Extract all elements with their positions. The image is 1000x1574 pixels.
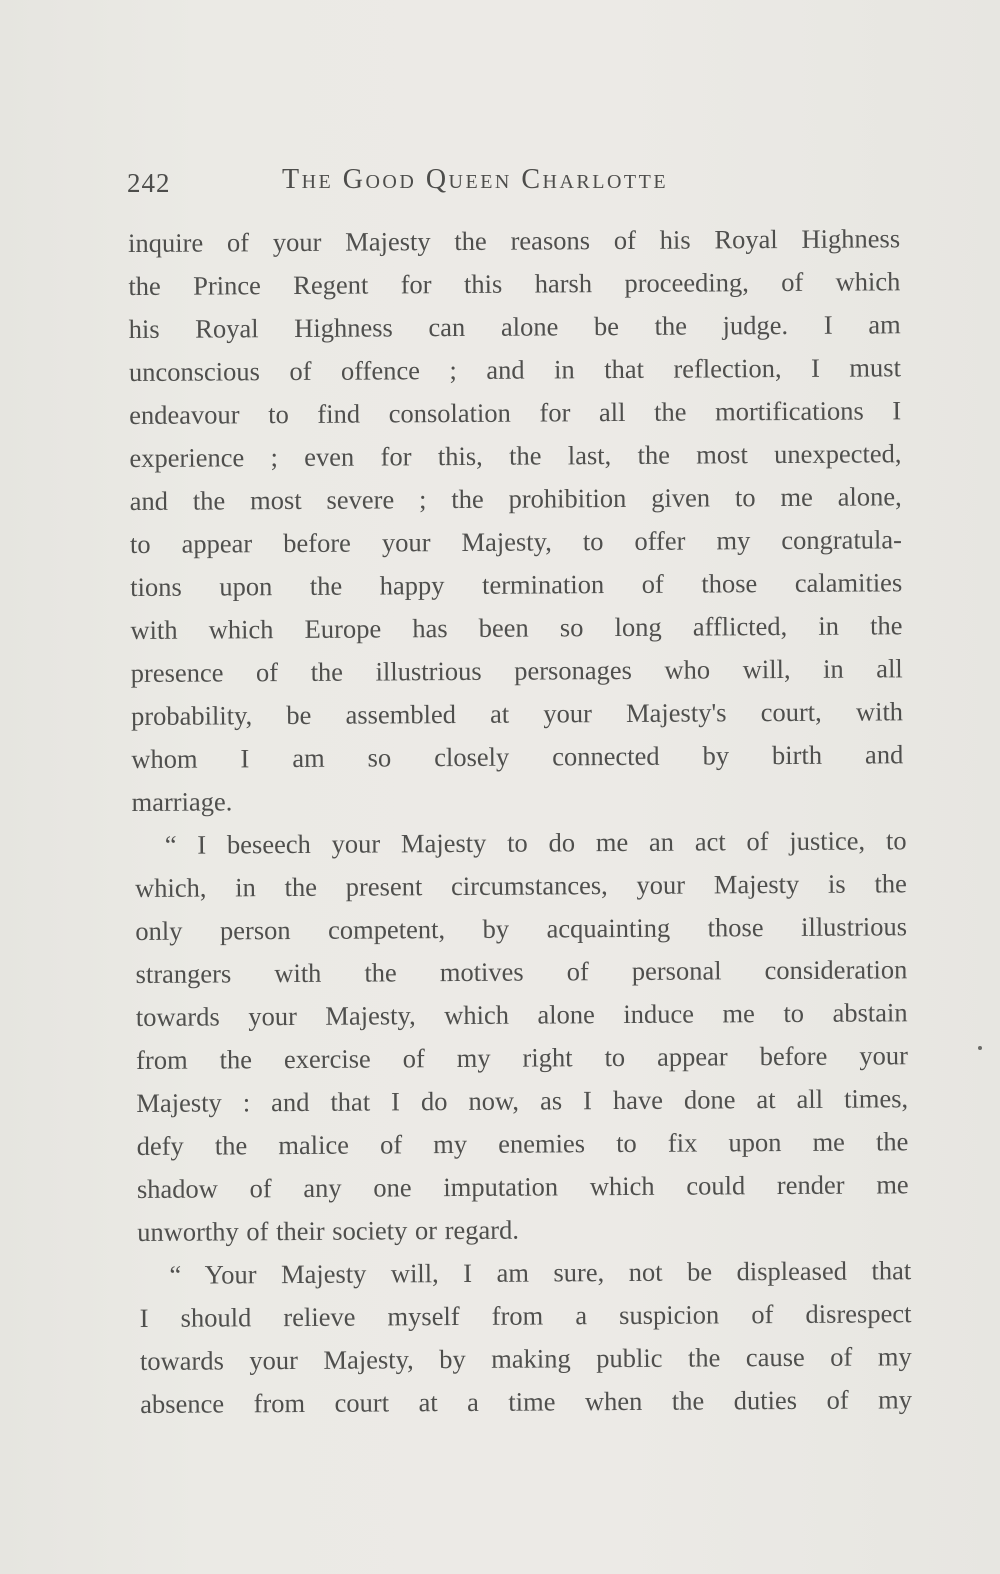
text-line: towards your Majesty, which alone induce me to abstain: [135, 997, 908, 1032]
text-line: “ I beseech your Majesty to do me an act of justice, to: [164, 825, 907, 860]
text-line: the Prince Regent for this harsh proceeding, of which: [128, 266, 901, 301]
text-line: probability, be assembled at your Majesty's court, with: [130, 696, 904, 731]
paragraph-1: [128, 217, 904, 824]
page-header: [127, 164, 767, 208]
text-line: towards your Majesty, by making public the cause of my: [139, 1341, 912, 1376]
paragraph-3: [134, 1249, 913, 1426]
text-line: and the most severe ; the prohibition given to me alone,: [129, 481, 902, 516]
text-line: from the exercise of my right to appear before your: [136, 1040, 908, 1075]
text-line: which, in the present circumstances, your Majesty is the: [134, 868, 907, 903]
text-line: endeavour to find consolation for all the mortifications I: [129, 395, 902, 430]
text-line: I should relieve myself from a suspicion of disrespect: [139, 1298, 912, 1333]
text-line: defy the malice of my enemies to fix upon me the: [136, 1126, 909, 1161]
text-line: Majesty : and that I do now, as I have done at all times,: [136, 1083, 909, 1118]
text-line: tions upon the happy termination of those calamities: [130, 567, 903, 602]
text-line: “ Your Majesty will, I am sure, not be displeased that: [169, 1255, 912, 1290]
text-line: only person competent, by acquainting those illustrious: [135, 911, 908, 946]
text-line: experience ; even for this, the last, the most unexpected,: [129, 438, 902, 473]
text-line: unworthy of their society or regard.: [137, 1214, 520, 1247]
text-line: to appear before your Majesty, to offer my congratula-: [129, 524, 903, 559]
text-line: with which Europe has been so long afflicted, in the: [130, 610, 903, 645]
paragraph-2: [132, 819, 907, 1254]
ink-speck: [978, 1046, 982, 1050]
text-line: his Royal Highness can alone be the judge. I am: [128, 309, 901, 344]
text-line: strangers with the motives of personal consideration: [135, 954, 908, 989]
body-text: [128, 217, 913, 1426]
text-line: whom I am so closely connected by birth and: [131, 739, 904, 774]
text-line: marriage.: [131, 786, 233, 817]
running-title: The Good Queen Charlotte: [282, 164, 669, 195]
text-line: absence from court at a time when the duties of my: [140, 1384, 913, 1419]
text-line: shadow of any one imputation which could render me: [136, 1169, 909, 1204]
text-line: unconscious of offence ; and in that reflection, I must: [128, 352, 901, 387]
text-line: presence of the illustrious personages who will, in all: [130, 653, 903, 688]
text-line: inquire of your Majesty the reasons of his Royal Highness: [128, 223, 901, 258]
page-number: 242: [127, 168, 171, 198]
